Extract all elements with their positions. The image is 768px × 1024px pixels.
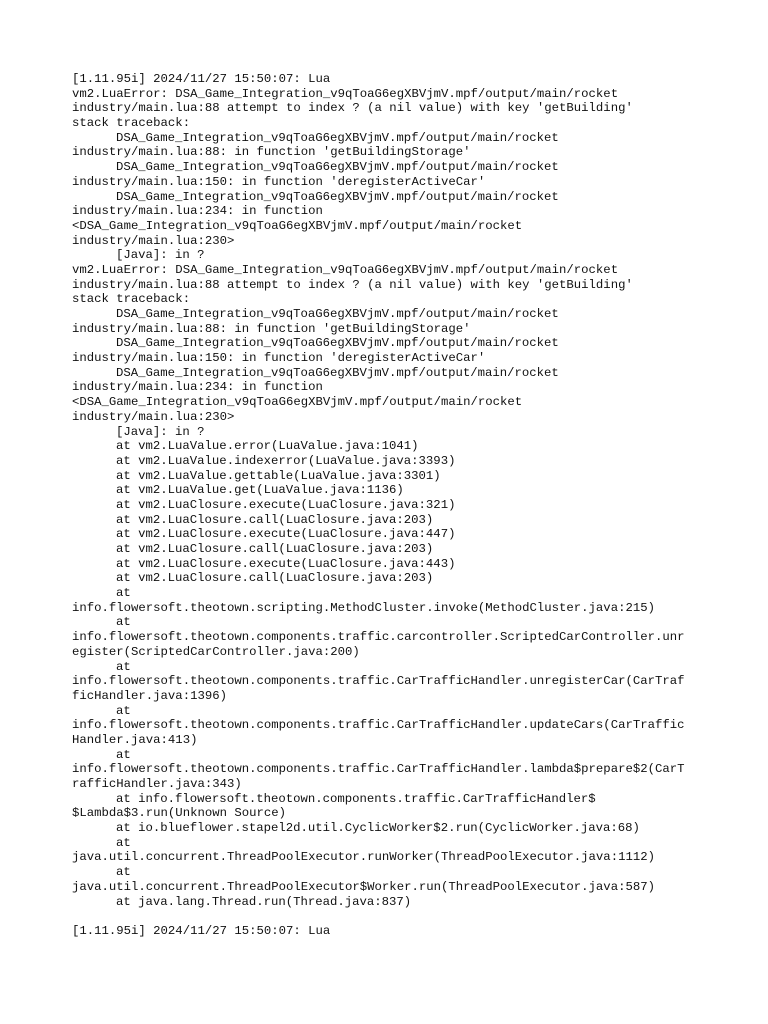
log-line: ficHandler.java:1396) bbox=[72, 688, 227, 703]
log-line: info.flowersoft.theotown.components.traffic.CarTrafficHandler.lambda$prepare$2(CarT bbox=[72, 762, 685, 777]
log-line: at bbox=[116, 659, 131, 674]
log-line: at vm2.LuaValue.error(LuaValue.java:1041) bbox=[116, 439, 419, 454]
log-line: at bbox=[116, 703, 131, 718]
log-line: at vm2.LuaValue.get(LuaValue.java:1136) bbox=[116, 483, 404, 498]
log-line: at bbox=[116, 747, 131, 762]
log-line: at vm2.LuaValue.gettable(LuaValue.java:3301) bbox=[116, 468, 441, 483]
log-line: [Java]: in ? bbox=[116, 424, 205, 439]
log-line: [Java]: in ? bbox=[116, 248, 205, 263]
log-line: industry/main.lua:88: in function 'getBuildingStorage' bbox=[72, 321, 471, 336]
log-line: at java.lang.Thread.run(Thread.java:837) bbox=[116, 894, 412, 909]
log-line: info.flowersoft.theotown.components.traffic.CarTrafficHandler.unregisterCar(CarTraf bbox=[72, 674, 685, 689]
log-line: java.util.concurrent.ThreadPoolExecutor$Worker.run(ThreadPoolExecutor.java:587) bbox=[72, 879, 655, 894]
log-line: industry/main.lua:150: in function 'deregisterActiveCar' bbox=[72, 174, 486, 189]
log-line: at info.flowersoft.theotown.components.traffic.CarTrafficHandler$ bbox=[116, 791, 596, 806]
log-line: at vm2.LuaClosure.execute(LuaClosure.java:447) bbox=[116, 527, 456, 542]
log-line: at bbox=[116, 615, 131, 630]
log-line: $Lambda$3.run(Unknown Source) bbox=[72, 806, 287, 821]
log-line: info.flowersoft.theotown.scripting.MethodCluster.invoke(MethodCluster.java:215) bbox=[72, 600, 655, 615]
log-line: [1.11.95i] 2024/11/27 15:50:07: Lua bbox=[72, 72, 331, 86]
log-line: <DSA_Game_Integration_v9qToaG6egXBVjmV.mpf/output/main/rocket bbox=[72, 395, 523, 410]
log-line: DSA_Game_Integration_v9qToaG6egXBVjmV.mpf/output/main/rocket bbox=[116, 336, 559, 351]
log-line: vm2.LuaError: DSA_Game_Integration_v9qToaG6egXBVjmV.mpf/output/main/rocket bbox=[72, 86, 619, 101]
log-line: industry/main.lua:88: in function 'getBuildingStorage' bbox=[72, 145, 471, 160]
log-line: at vm2.LuaClosure.call(LuaClosure.java:203) bbox=[116, 571, 434, 586]
log-line: at bbox=[116, 865, 131, 880]
log-line: java.util.concurrent.ThreadPoolExecutor.runWorker(ThreadPoolExecutor.java:1112) bbox=[72, 850, 655, 865]
log-line: info.flowersoft.theotown.components.traffic.CarTrafficHandler.updateCars(CarTraffic bbox=[72, 718, 685, 733]
log-line: at bbox=[116, 835, 131, 850]
log-text-block bbox=[72, 72, 712, 939]
log-line: industry/main.lua:150: in function 'deregisterActiveCar' bbox=[72, 351, 486, 366]
log-line: DSA_Game_Integration_v9qToaG6egXBVjmV.mpf/output/main/rocket bbox=[116, 160, 559, 175]
log-line: [1.11.95i] 2024/11/27 15:50:07: Lua bbox=[72, 923, 331, 938]
log-line: industry/main.lua:88 attempt to index ? (a nil value) with key 'getBuilding' bbox=[72, 101, 633, 116]
log-line: egister(ScriptedCarController.java:200) bbox=[72, 644, 360, 659]
log-line: DSA_Game_Integration_v9qToaG6egXBVjmV.mpf/output/main/rocket bbox=[116, 365, 559, 380]
log-line: rafficHandler.java:343) bbox=[72, 777, 242, 791]
log-line: DSA_Game_Integration_v9qToaG6egXBVjmV.mpf/output/main/rocket bbox=[116, 130, 559, 145]
log-line: Handler.java:413) bbox=[72, 732, 198, 747]
log-line: stack traceback: bbox=[72, 116, 191, 131]
log-line: vm2.LuaError: DSA_Game_Integration_v9qToaG6egXBVjmV.mpf/output/main/rocket bbox=[72, 262, 619, 277]
log-line: at vm2.LuaClosure.call(LuaClosure.java:203) bbox=[116, 542, 434, 556]
log-line: DSA_Game_Integration_v9qToaG6egXBVjmV.mpf/output/main/rocket bbox=[116, 307, 559, 321]
log-line: industry/main.lua:234: in function bbox=[72, 380, 323, 395]
log-line: at vm2.LuaClosure.execute(LuaClosure.java:321) bbox=[116, 497, 456, 512]
log-line: industry/main.lua:230> bbox=[72, 409, 235, 424]
blank-line bbox=[72, 909, 712, 924]
log-line: stack traceback: bbox=[72, 292, 191, 307]
log-line: DSA_Game_Integration_v9qToaG6egXBVjmV.mpf/output/main/rocket bbox=[116, 189, 559, 204]
log-line: industry/main.lua:88 attempt to index ? (a nil value) with key 'getBuilding' bbox=[72, 277, 633, 292]
log-line: at io.blueflower.stapel2d.util.CyclicWorker$2.run(CyclicWorker.java:68) bbox=[116, 821, 640, 836]
log-line: industry/main.lua:230> bbox=[72, 233, 235, 248]
log-line: at vm2.LuaValue.indexerror(LuaValue.java:3393) bbox=[116, 453, 456, 468]
log-line: industry/main.lua:234: in function bbox=[72, 204, 323, 219]
log-line: at vm2.LuaClosure.call(LuaClosure.java:203) bbox=[116, 512, 434, 527]
log-line: <DSA_Game_Integration_v9qToaG6egXBVjmV.mpf/output/main/rocket bbox=[72, 218, 523, 233]
log-line: at bbox=[116, 586, 131, 601]
log-line: at vm2.LuaClosure.execute(LuaClosure.java:443) bbox=[116, 556, 456, 571]
log-line: info.flowersoft.theotown.components.traffic.carcontroller.ScriptedCarController.unr bbox=[72, 630, 685, 645]
